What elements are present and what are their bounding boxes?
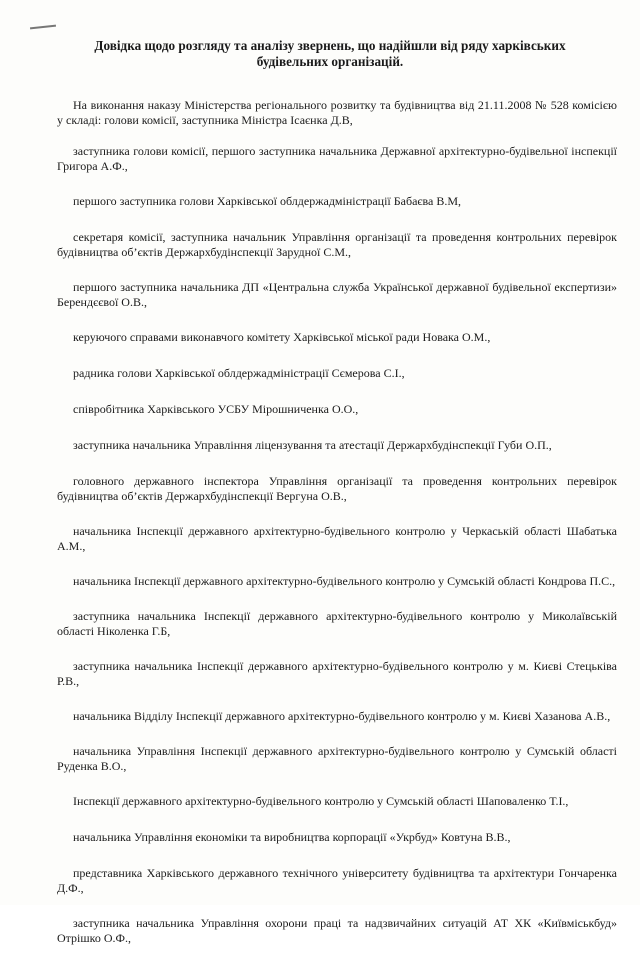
paragraph-member: співробітника Харківського УСБУ Мірошниченка О.О., — [73, 402, 359, 416]
paragraph-intro: На виконання наказу Міністерства регіонального розвитку та будівництва від 21.11.2008 № 528 комісією у складі: голови комісії, заступника Міністра Ісаєнка Д.В, — [57, 98, 617, 127]
paragraph-member: начальника Відділу Інспекції державного архітектурно-будівельного контролю у м. Києві Хазанова А.В., — [73, 709, 611, 723]
paragraph-member: заступника начальника Управління охорони праці та надзвичайних ситуацій АТ ХК «Київміськбуд» Отрішко О.Ф., — [57, 916, 617, 945]
paragraph-member: заступника начальника Інспекції державного архітектурно-будівельного контролю у м. Києві Стецьківа Р.В., — [57, 659, 617, 688]
document-body — [57, 98, 617, 966]
document-title: Довідка щодо розгляду та аналізу звернень, що надійшли від ряду харківських будівельних організацій. — [94, 38, 566, 69]
paragraph-member: заступника начальника Управління ліцензування та атестації Держархбудінспекції Губи О.П., — [73, 438, 552, 452]
paragraph-member: керуючого справами виконавчого комітету Харківської міської ради Новака О.М., — [73, 330, 491, 344]
paragraph-member: головного державного інспектора Управління організації та проведення контрольних перевірок будівництва об’єктів Держархбудінспекції Вергуна О.В., — [57, 474, 617, 503]
paragraph-member: секретаря комісії, заступника начальник Управління організації та проведення контрольних перевірок будівництва об’єктів Держархбудінспекції Зарудної С.М., — [57, 230, 617, 259]
paragraph-member: начальника Управління економіки та виробництва корпорації «Укрбуд» Ковтуна В.В., — [73, 830, 511, 844]
paragraph-member: радника голови Харківської облдержадміністрації Сємерова С.І., — [73, 366, 405, 380]
paragraph-member: начальника Управління Інспекції державного архітектурно-будівельного контролю у Сумській області Руденка В.О., — [57, 744, 617, 773]
paragraph-member: начальника Інспекції державного архітектурно-будівельного контролю у Черкаській області Шабатька А.М., — [57, 524, 617, 553]
scan-mark — [30, 25, 56, 30]
paragraph-member: заступника начальника Інспекції державного архітектурно-будівельного контролю у Миколаївській області Ніколенка Г.Б, — [57, 609, 617, 638]
paragraph-member: першого заступника голови Харківської облдержадміністрації Бабаєва В.М, — [73, 194, 462, 208]
paragraph-member: Інспекції державного архітектурно-будівельного контролю у Сумській області Шаповаленко Т.І., — [73, 794, 569, 808]
paragraph-member: представника Харківського державного технічного університету будівництва та архітектури Гончаренка Д.Ф., — [57, 866, 617, 895]
paragraph-member: першого заступника начальника ДП «Центральна служба Української державної будівельної експертизи» Берендєєвої О.В., — [57, 280, 617, 309]
paragraph-member: заступника голови комісії, першого заступника начальника Державної архітектурно-будівельної інспекції Григора А.Ф., — [57, 144, 617, 173]
paragraph-member: начальника Інспекції державного архітектурно-будівельного контролю у Сумській області Кондрова П.С., — [73, 574, 616, 588]
